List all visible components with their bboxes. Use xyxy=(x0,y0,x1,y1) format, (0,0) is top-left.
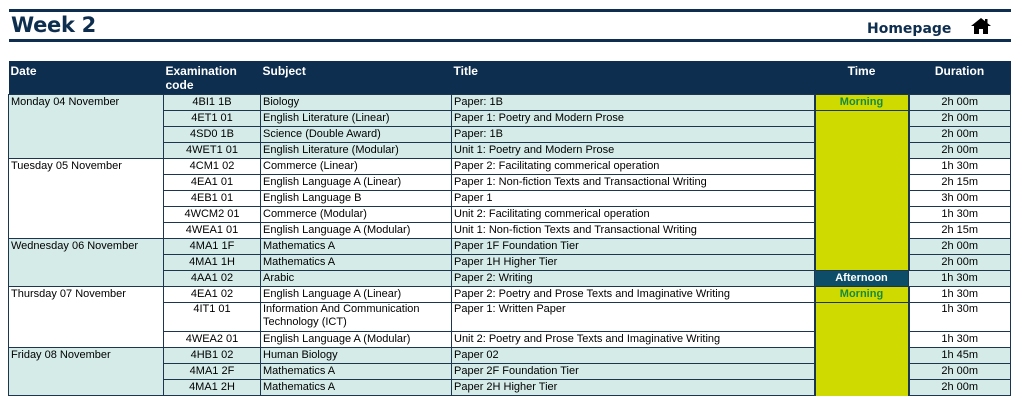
cell-subject: Biology xyxy=(261,95,452,111)
cell-time xyxy=(815,348,909,364)
cell-exam-code: 4MA1 1F xyxy=(164,239,261,255)
cell-subject: English Language B xyxy=(261,191,452,207)
header-divider xyxy=(9,39,1011,42)
cell-title: Unit 2: Poetry and Prose Texts and Imaginative Writing xyxy=(452,332,815,348)
cell-duration: 2h 00m xyxy=(909,111,1011,127)
cell-subject: English Language A (Linear) xyxy=(261,175,452,191)
cell-subject: Human Biology xyxy=(261,348,452,364)
cell-duration: 1h 30m xyxy=(909,287,1011,303)
cell-subject: Mathematics A xyxy=(261,364,452,380)
cell-subject: Commerce (Linear) xyxy=(261,159,452,175)
cell-exam-code: 4WCM2 01 xyxy=(164,207,261,223)
cell-exam-code: 4ET1 01 xyxy=(164,111,261,127)
cell-title: Paper 2: Writing xyxy=(452,271,815,287)
cell-duration: 2h 00m xyxy=(909,143,1011,159)
cell-time xyxy=(815,191,909,207)
cell-title: Paper 1: Written Paper xyxy=(452,303,815,332)
cell-exam-code: 4HB1 02 xyxy=(164,348,261,364)
cell-duration: 3h 00m xyxy=(909,191,1011,207)
cell-time: Afternoon xyxy=(815,271,909,287)
cell-time xyxy=(815,223,909,239)
home-icon[interactable] xyxy=(970,17,992,35)
cell-subject: Commerce (Modular) xyxy=(261,207,452,223)
cell-subject: Information And Communication Technology (ICT) xyxy=(261,303,452,332)
cell-time xyxy=(815,255,909,271)
cell-exam-code: 4WEA2 01 xyxy=(164,332,261,348)
cell-time xyxy=(815,364,909,380)
cell-title: Paper 2H Higher Tier xyxy=(452,380,815,396)
cell-exam-code: 4EA1 01 xyxy=(164,175,261,191)
table-row xyxy=(9,95,1011,111)
cell-time xyxy=(815,127,909,143)
cell-title: Unit 1: Non-fiction Texts and Transactional Writing xyxy=(452,223,815,239)
cell-title: Paper 1: Poetry and Modern Prose xyxy=(452,111,815,127)
cell-exam-code: 4BI1 1B xyxy=(164,95,261,111)
col-header-time: Time xyxy=(815,61,909,95)
cell-date: Wednesday 06 November xyxy=(9,239,164,287)
cell-title: Paper 2: Facilitating commerical operation xyxy=(452,159,815,175)
cell-duration: 2h 00m xyxy=(909,255,1011,271)
cell-time: Morning xyxy=(815,287,909,303)
cell-date: Tuesday 05 November xyxy=(9,159,164,239)
cell-exam-code: 4WEA1 01 xyxy=(164,223,261,239)
exam-timetable xyxy=(8,61,1011,396)
cell-title: Paper 2: Poetry and Prose Texts and Imaginative Writing xyxy=(452,287,815,303)
cell-subject: Science (Double Award) xyxy=(261,127,452,143)
cell-time xyxy=(815,380,909,396)
cell-time xyxy=(815,143,909,159)
cell-subject: Arabic xyxy=(261,271,452,287)
homepage-link[interactable]: Homepage xyxy=(867,21,952,37)
cell-subject: English Language A (Modular) xyxy=(261,332,452,348)
cell-exam-code: 4MA1 2H xyxy=(164,380,261,396)
cell-duration: 2h 00m xyxy=(909,127,1011,143)
cell-subject: English Literature (Modular) xyxy=(261,143,452,159)
cell-time xyxy=(815,175,909,191)
cell-duration: 2h 00m xyxy=(909,380,1011,396)
cell-title: Paper: 1B xyxy=(452,127,815,143)
table-header-row xyxy=(9,61,1011,95)
col-header-date: Date xyxy=(9,61,164,95)
cell-exam-code: 4MA1 2F xyxy=(164,364,261,380)
cell-time xyxy=(815,239,909,255)
cell-exam-code: 4EA1 02 xyxy=(164,287,261,303)
cell-title: Paper 1H Higher Tier xyxy=(452,255,815,271)
cell-title: Paper 1: Non-fiction Texts and Transactional Writing xyxy=(452,175,815,191)
cell-time xyxy=(815,207,909,223)
cell-time xyxy=(815,303,909,332)
cell-time xyxy=(815,332,909,348)
cell-subject: English Literature (Linear) xyxy=(261,111,452,127)
cell-duration: 2h 00m xyxy=(909,95,1011,111)
cell-title: Unit 2: Facilitating commerical operation xyxy=(452,207,815,223)
cell-duration: 2h 00m xyxy=(909,239,1011,255)
cell-duration: 2h 00m xyxy=(909,364,1011,380)
table-row xyxy=(9,159,1011,175)
col-header-exam-code: Examination code xyxy=(164,61,261,95)
table-row xyxy=(9,287,1011,303)
cell-date: Monday 04 November xyxy=(9,95,164,159)
col-header-title: Title xyxy=(452,61,815,95)
table-row xyxy=(9,348,1011,364)
cell-title: Unit 1: Poetry and Modern Prose xyxy=(452,143,815,159)
col-header-subject: Subject xyxy=(261,61,452,95)
cell-title: Paper 1F Foundation Tier xyxy=(452,239,815,255)
cell-duration: 1h 30m xyxy=(909,159,1011,175)
cell-title: Paper: 1B xyxy=(452,95,815,111)
cell-exam-code: 4WET1 01 xyxy=(164,143,261,159)
cell-exam-code: 4IT1 01 xyxy=(164,303,261,332)
cell-duration: 2h 15m xyxy=(909,223,1011,239)
cell-time xyxy=(815,159,909,175)
cell-subject: Mathematics A xyxy=(261,239,452,255)
cell-subject: Mathematics A xyxy=(261,255,452,271)
cell-exam-code: 4MA1 1H xyxy=(164,255,261,271)
cell-title: Paper 02 xyxy=(452,348,815,364)
cell-subject: Mathematics A xyxy=(261,380,452,396)
cell-duration: 1h 45m xyxy=(909,348,1011,364)
cell-exam-code: 4CM1 02 xyxy=(164,159,261,175)
cell-exam-code: 4SD0 1B xyxy=(164,127,261,143)
top-divider xyxy=(9,9,1011,12)
page-title: Week 2 xyxy=(11,13,96,37)
cell-subject: English Language A (Linear) xyxy=(261,287,452,303)
cell-duration: 1h 30m xyxy=(909,303,1011,332)
cell-time: Morning xyxy=(815,95,909,111)
cell-subject: English Language A (Modular) xyxy=(261,223,452,239)
table-row xyxy=(9,239,1011,255)
cell-duration: 2h 15m xyxy=(909,175,1011,191)
cell-time xyxy=(815,111,909,127)
cell-exam-code: 4AA1 02 xyxy=(164,271,261,287)
cell-title: Paper 2F Foundation Tier xyxy=(452,364,815,380)
cell-exam-code: 4EB1 01 xyxy=(164,191,261,207)
cell-duration: 1h 30m xyxy=(909,332,1011,348)
col-header-duration: Duration xyxy=(909,61,1011,95)
table-body xyxy=(9,95,1011,396)
cell-date: Friday 08 November xyxy=(9,348,164,396)
cell-duration: 1h 30m xyxy=(909,271,1011,287)
cell-title: Paper 1 xyxy=(452,191,815,207)
cell-duration: 1h 30m xyxy=(909,207,1011,223)
cell-date: Thursday 07 November xyxy=(9,287,164,348)
